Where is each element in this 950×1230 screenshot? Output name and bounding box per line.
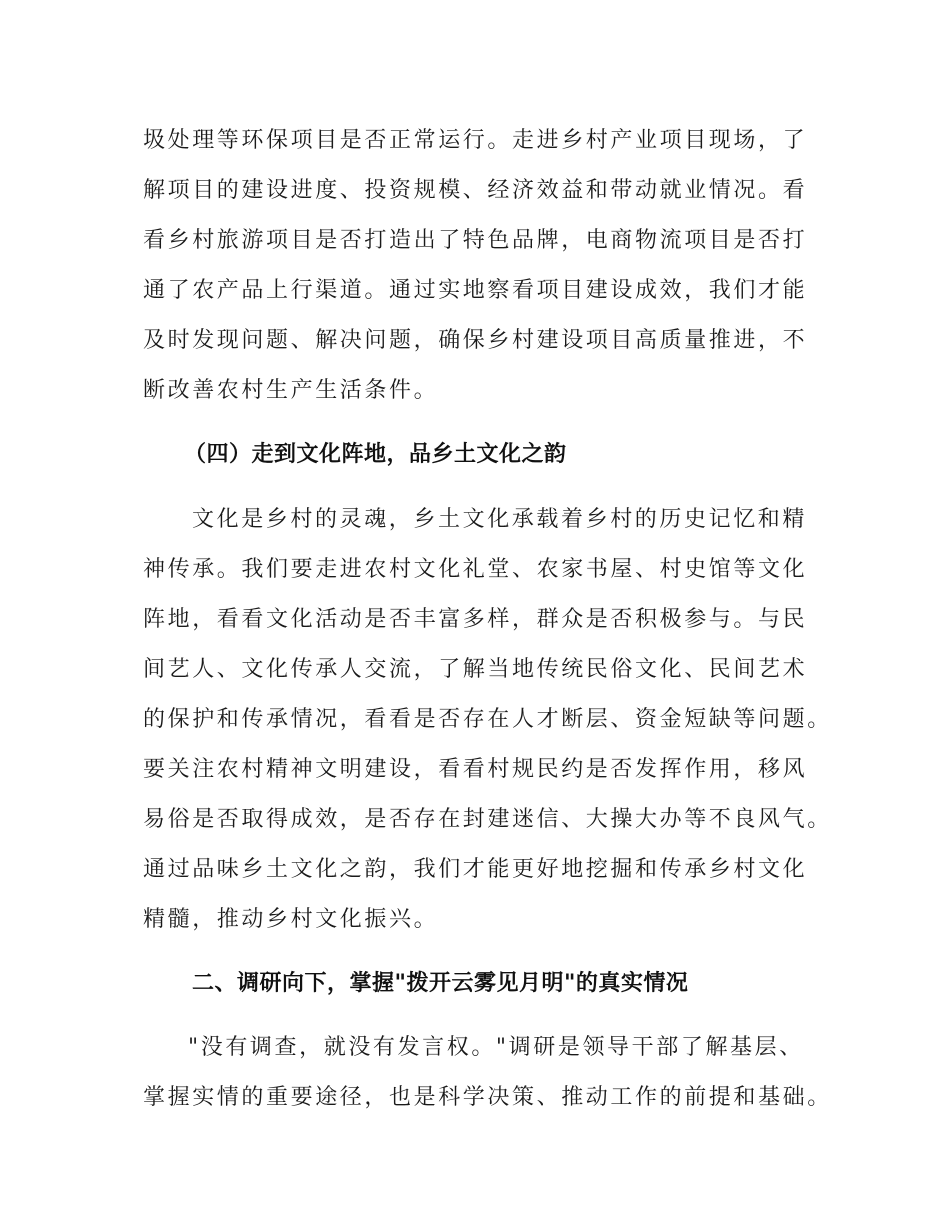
body-text-line: 间艺人、文化传承人交流，了解当地传统民俗文化、民间艺术 (143, 657, 808, 682)
body-text-line: "没有调查，就没有发言权。"调研是领导干部了解基层、 (188, 1035, 804, 1060)
body-text-line: 阵地，看看文化活动是否丰富多样，群众是否积极参与。与民 (143, 607, 808, 632)
body-text-line: 掌握实情的重要途径，也是科学决策、推动工作的前提和基础。 (143, 1085, 832, 1110)
section-heading: （四）走到文化阵地，品乡土文化之韵 (184, 442, 567, 467)
body-text-line: 神传承。我们要走进农村文化礼堂、农家书屋、村史馆等文化 (143, 557, 808, 582)
body-text-line: 通了农产品上行渠道。通过实地察看项目建设成效，我们才能 (143, 278, 808, 303)
body-text-line: 解项目的建设进度、投资规模、经济效益和带动就业情况。看 (143, 178, 808, 203)
body-text-line: 圾处理等环保项目是否正常运行。走进乡村产业项目现场，了 (143, 128, 808, 153)
body-text-line: 看乡村旅游项目是否打造出了特色品牌，电商物流项目是否打 (143, 228, 808, 253)
body-text-line: 及时发现问题、解决问题，确保乡村建设项目高质量推进，不 (143, 328, 808, 353)
body-text-line: 通过品味乡土文化之韵，我们才能更好地挖掘和传承乡村文化 (143, 857, 808, 882)
body-text-line: 断改善农村生产生活条件。 (143, 378, 439, 403)
body-text-line: 的保护和传承情况，看看是否存在人才断层、资金短缺等问题。 (143, 707, 832, 732)
body-text-line: 文化是乡村的灵魂，乡土文化承载着乡村的历史记忆和精 (192, 507, 808, 532)
body-text-line: 精髓，推动乡村文化振兴。 (143, 907, 439, 932)
body-text-line: 要关注农村精神文明建设，看看村规民约是否发挥作用，移风 (143, 757, 808, 782)
part-heading: 二、调研向下，掌握"拨开云雾见月明"的真实情况 (192, 971, 689, 996)
body-text-line: 易俗是否取得成效，是否存在封建迷信、大操大办等不良风气。 (143, 807, 832, 832)
